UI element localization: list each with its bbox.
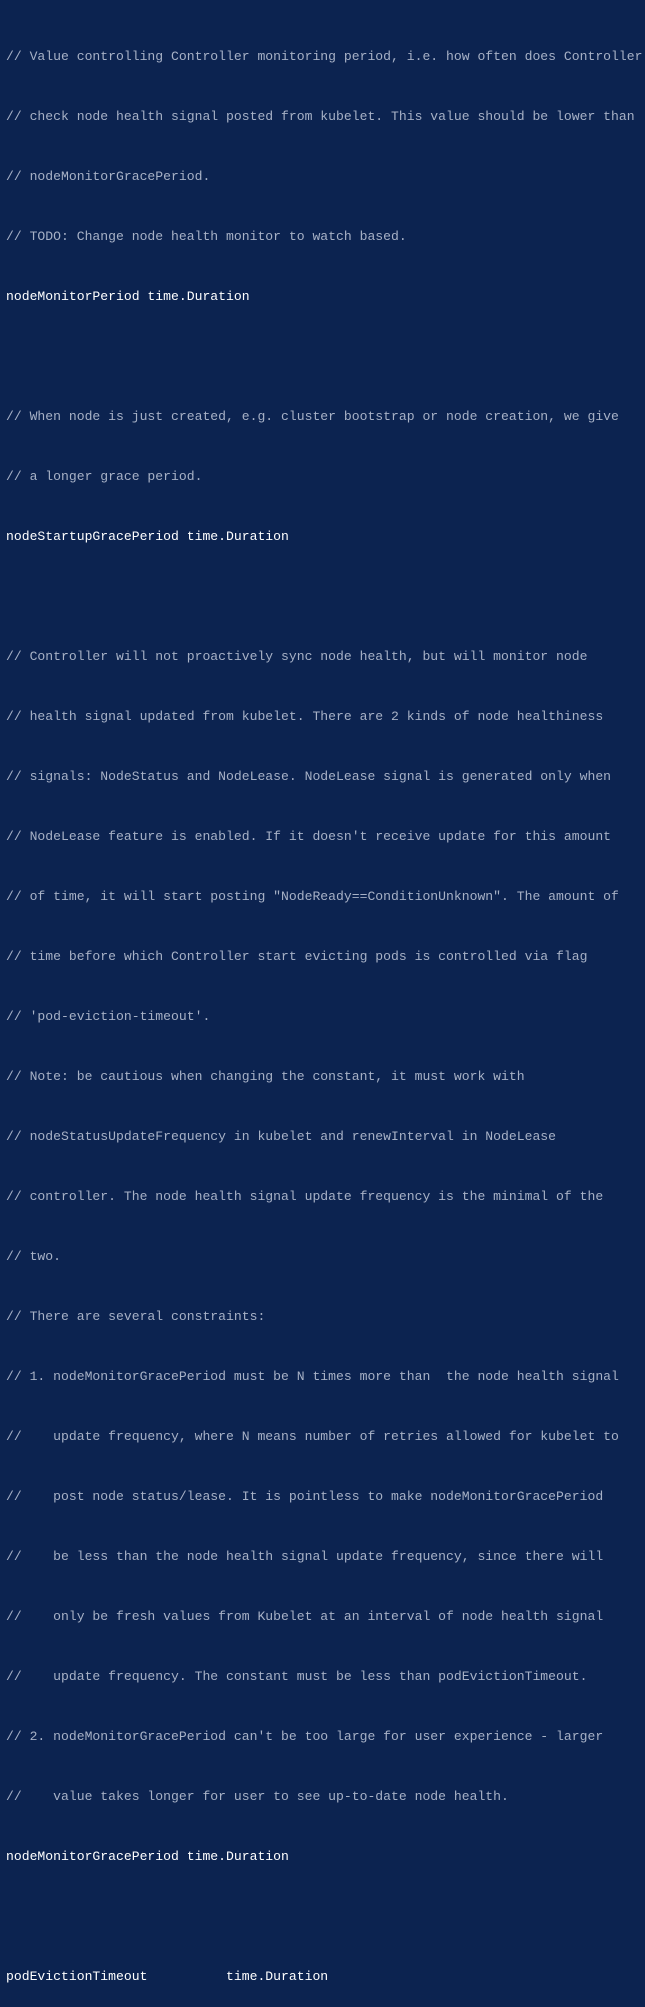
comment-line: // nodeStatusUpdateFrequency in kubelet and renewInterval in NodeLease (6, 1129, 557, 1144)
comment-line: // signals: NodeStatus and NodeLease. NodeLease signal is generated only when (6, 769, 612, 784)
comment-line: // of time, it will start posting "NodeReady==ConditionUnknown". The amount of (6, 889, 619, 904)
comment-line: // only be fresh values from Kubelet at an interval of node health signal (6, 1609, 604, 1624)
comment-line: // Note: be cautious when changing the constant, it must work with (6, 1069, 525, 1084)
comment-line: // 1. nodeMonitorGracePeriod must be N times more than the node health signal (6, 1369, 619, 1384)
comment-line: // TODO: Change node health monitor to watch based. (6, 229, 407, 244)
comment-line: // two. (6, 1249, 62, 1264)
comment-line: // health signal updated from kubelet. There are 2 kinds of node healthiness (6, 709, 604, 724)
comment-line: // NodeLease feature is enabled. If it doesn't receive update for this amount (6, 829, 612, 844)
comment-line: // Controller will not proactively sync node health, but will monitor node (6, 649, 588, 664)
comment-line: // a longer grace period. (6, 469, 203, 484)
comment-line: // controller. The node health signal update frequency is the minimal of the (6, 1189, 604, 1204)
field-declaration-node-monitor-grace-period: nodeMonitorGracePeriod time.Duration (6, 1849, 289, 1864)
field-declaration-node-monitor-period: nodeMonitorPeriod time.Duration (6, 289, 250, 304)
comment-line: // be less than the node health signal update frequency, since there will (6, 1549, 604, 1564)
comment-line: // Value controlling Controller monitoring period, i.e. how often does Controller (6, 49, 643, 64)
comment-line: // value takes longer for user to see up-to-date node health. (6, 1789, 509, 1804)
blank-line (6, 587, 645, 607)
comment-line: // post node status/lease. It is pointless to make nodeMonitorGracePeriod (6, 1489, 604, 1504)
comment-line: // update frequency. The constant must be less than podEvictionTimeout. (6, 1669, 588, 1684)
comment-line: // update frequency, where N means number of retries allowed for kubelet to (6, 1429, 619, 1444)
comment-line: // nodeMonitorGracePeriod. (6, 169, 211, 184)
field-declaration-node-startup-grace-period: nodeStartupGracePeriod time.Duration (6, 529, 289, 544)
comment-line: // 2. nodeMonitorGracePeriod can't be too large for user experience - larger (6, 1729, 604, 1744)
comment-line: // There are several constraints: (6, 1309, 266, 1324)
blank-line (6, 1907, 645, 1927)
comment-line: // check node health signal posted from kubelet. This value should be lower than (6, 109, 635, 124)
comment-line: // When node is just created, e.g. cluster bootstrap or node creation, we give (6, 409, 619, 424)
field-declaration-pod-eviction-timeout: podEvictionTimeout time.Duration (6, 1969, 329, 1984)
blank-line (6, 347, 645, 367)
comment-line: // time before which Controller start evicting pods is controlled via flag (6, 949, 588, 964)
comment-line: // 'pod-eviction-timeout'. (6, 1009, 211, 1024)
